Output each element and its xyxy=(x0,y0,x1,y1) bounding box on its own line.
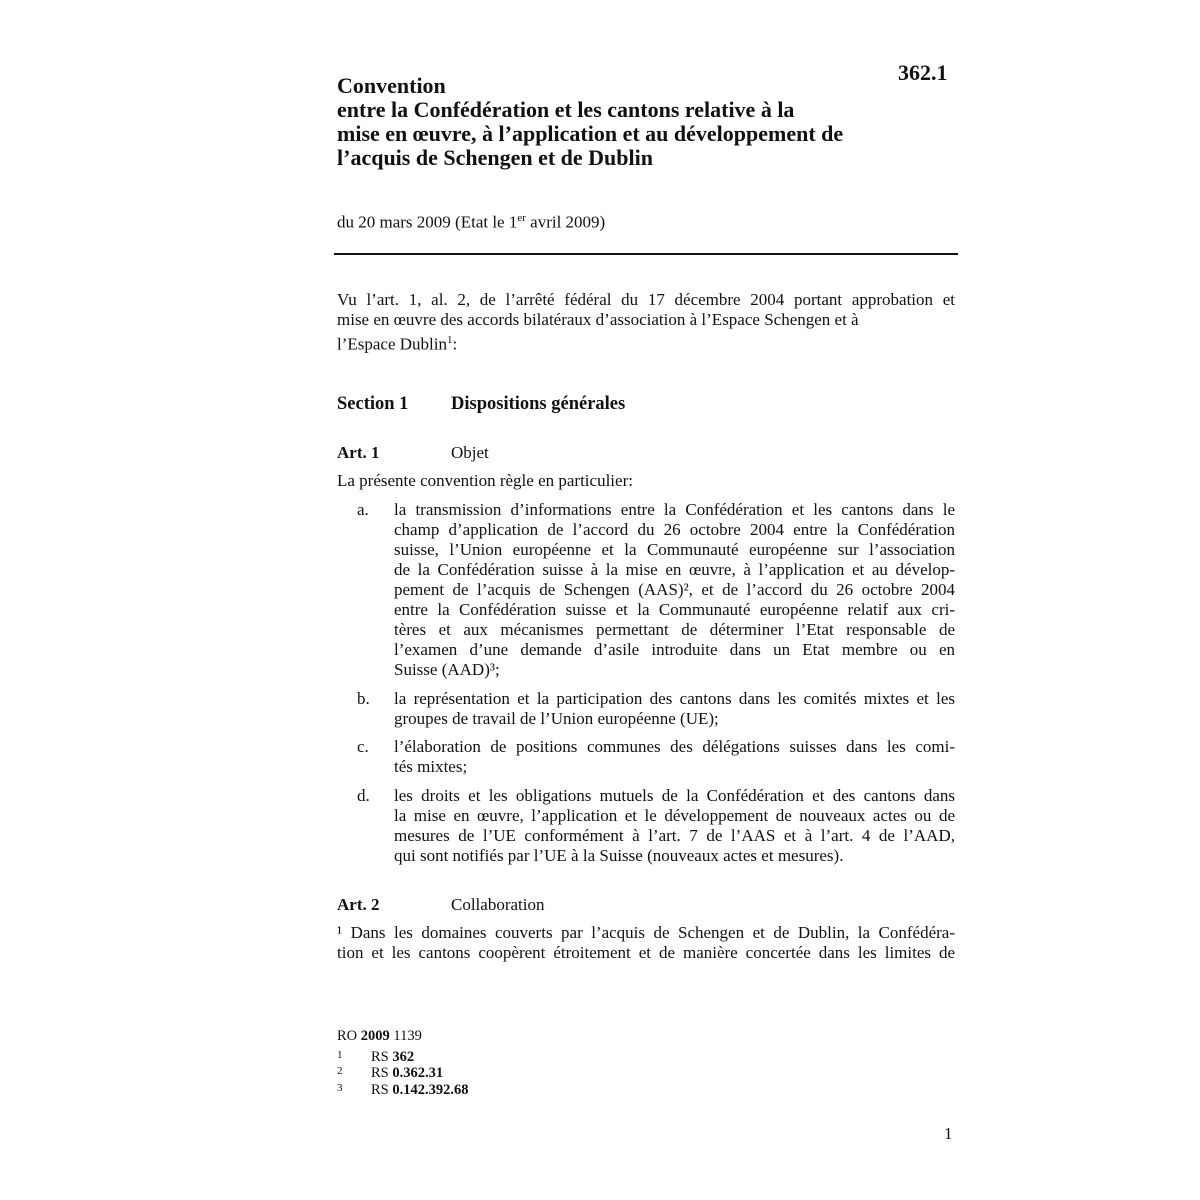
footnote-prefix: RS xyxy=(371,1065,393,1081)
list-item-line: l’examen d’une demande d’asile introduite dans un Etat membre ou en xyxy=(394,640,955,659)
list-item-line: groupes de travail de l’Union européenne (UE); xyxy=(394,709,719,728)
article-2-heading xyxy=(337,895,544,915)
footnote-2 xyxy=(337,1063,443,1081)
list-item-label: c. xyxy=(357,737,369,756)
header-rule xyxy=(334,253,958,255)
list-item-line: suisse, l’Union européenne et la Communauté européenne sur l’association xyxy=(394,540,955,559)
footnote-ref: 0.142.392.68 xyxy=(392,1082,469,1098)
list-item-line: la mise en œuvre, l’application et le développement de nouveaux actes ou de xyxy=(394,806,955,825)
ro-reference xyxy=(337,1028,422,1044)
footnote-number: 2 xyxy=(337,1065,343,1077)
title-line: mise en œuvre, à l’application et au développement de xyxy=(337,121,844,146)
date-prefix: du 20 mars 2009 (Etat le 1 xyxy=(337,212,518,232)
title-line: Convention xyxy=(337,73,446,98)
preamble-line-end: : xyxy=(452,334,458,354)
article-1-intro: La présente convention règle en particulier: xyxy=(337,471,633,490)
article-1-heading xyxy=(337,443,489,463)
list-item-body xyxy=(394,737,955,777)
preamble-line xyxy=(337,330,955,355)
footnote-number: 1 xyxy=(337,1049,343,1061)
article-2-number: Art. 2 xyxy=(337,895,380,914)
section-number: Section 1 xyxy=(337,394,409,414)
list-item-body xyxy=(394,500,955,680)
ro-page: 1139 xyxy=(389,1028,422,1044)
list-item-label: b. xyxy=(357,689,370,708)
list-item-line: de la Confédération suisse à la mise en œuvre, à l’application et au dévelop- xyxy=(394,560,955,579)
preamble-line: mise en œuvre des accords bilatéraux d’association à l’Espace Schengen et à xyxy=(337,310,859,329)
section-heading xyxy=(337,394,625,415)
article-2-title: Collaboration xyxy=(451,895,545,914)
list-item-label: a. xyxy=(357,500,369,519)
paragraph-line: ¹ Dans les domaines couverts par l’acquis de Schengen et de Dublin, la Confédéra- xyxy=(337,923,955,942)
footnote-prefix: RS xyxy=(371,1082,393,1098)
date-sup: er xyxy=(517,212,526,224)
footnote-3 xyxy=(337,1080,469,1098)
list-item-line: la transmission d’informations entre la Confédération et les cantons dans le xyxy=(394,500,955,519)
document-title xyxy=(337,74,843,170)
date-suffix: avril 2009) xyxy=(525,212,606,232)
footnote-ref: 0.362.31 xyxy=(392,1065,444,1081)
footnote-number: 3 xyxy=(337,1082,343,1094)
preamble-line: Vu l’art. 1, al. 2, de l’arrêté fédéral du 17 décembre 2004 portant approbation et xyxy=(337,290,955,309)
title-line: entre la Confédération et les cantons relative à la xyxy=(337,97,795,122)
list-item-line: les droits et les obligations mutuels de la Confédération et des cantons dans xyxy=(394,786,955,805)
list-item-line: champ d’application de l’accord du 26 octobre 2004 entre la Confédération xyxy=(394,520,955,539)
list-item-line: tères et aux mécanismes permettant de déterminer l’Etat responsable de xyxy=(394,620,955,639)
list-item-body xyxy=(394,689,955,729)
title-line: l’acquis de Schengen et de Dublin xyxy=(337,145,653,170)
list-item-line: la représentation et la participation des cantons dans les comités mixtes et les xyxy=(394,689,955,708)
paragraph-line: tion et les cantons coopèrent étroitement et de manière concertée dans les limites de xyxy=(337,943,955,962)
article-2-paragraph xyxy=(337,923,955,963)
list-item-line: qui sont notifiés par l’UE à la Suisse (nouveaux actes et mesures). xyxy=(394,846,844,865)
list-item-line: l’élaboration de positions communes des délégations suisses dans les comi- xyxy=(394,737,955,756)
list-item-label: d. xyxy=(357,786,370,805)
ro-year: 2009 xyxy=(360,1028,390,1044)
ro-prefix: RO xyxy=(337,1028,361,1044)
preamble-line-text: l’Espace Dublin xyxy=(337,334,447,354)
list-item-body xyxy=(394,786,955,866)
footnote-ref-1[interactable]: 1 xyxy=(447,334,453,346)
article-1-title: Objet xyxy=(451,443,489,462)
list-item-line: entre la Confédération suisse et la Communauté européenne relatif aux cri- xyxy=(394,600,955,619)
list-item-line: tés mixtes; xyxy=(394,757,468,776)
list-item-line: Suisse (AAD)³; xyxy=(394,660,500,679)
document-number: 362.1 xyxy=(898,60,948,85)
page-number: 1 xyxy=(944,1124,953,1143)
section-title: Dispositions générales xyxy=(451,394,626,414)
footnote-ref: 362 xyxy=(392,1049,415,1065)
preamble xyxy=(337,290,955,355)
footnote-prefix: RS xyxy=(371,1049,393,1065)
list-item-line: pement de l’acquis de Schengen (AAS)², et de l’accord du 26 octobre 2004 xyxy=(394,580,955,599)
article-1-number: Art. 1 xyxy=(337,443,380,462)
list-item-line: mesures de l’UE conformément à l’art. 7 de l’AAS et à l’art. 4 de l’AAD, xyxy=(394,826,955,845)
document-date xyxy=(337,212,605,233)
